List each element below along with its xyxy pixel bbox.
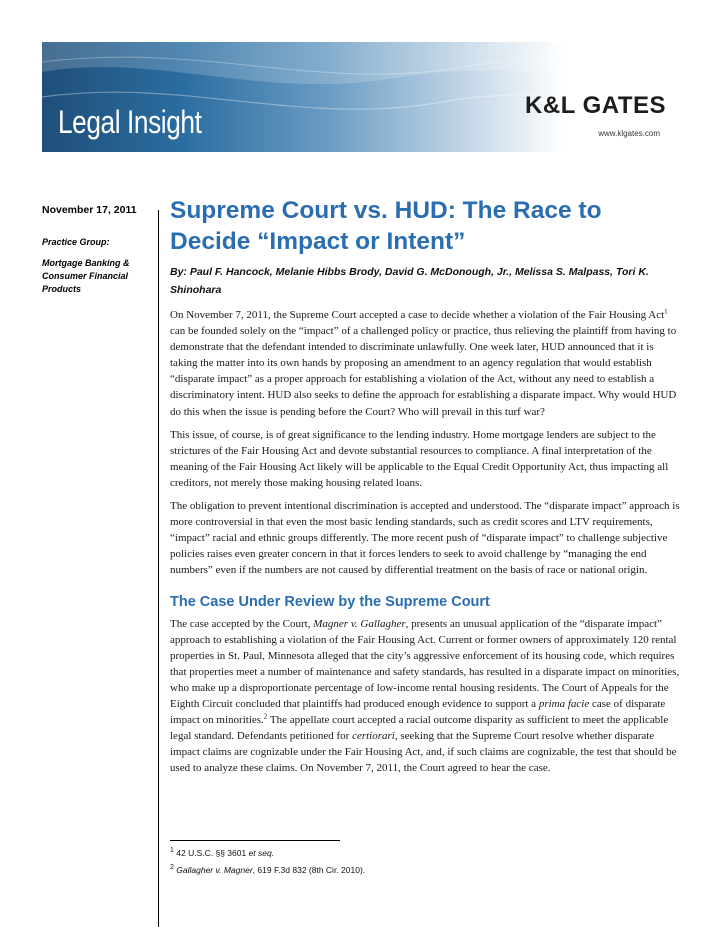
footnote-ref-2[interactable]: 2: [263, 712, 268, 721]
footnote-divider: [170, 840, 340, 841]
series-title: Legal Insight: [58, 104, 202, 140]
paragraph-2: This issue, of course, is of great significance to the lending industry. Home mortgage lenders are subject to the strictures of the Fair Housing Act and devote substantial resources to compliance. A final interpretation of the meaning of the Fair Housing Act likely will be applicable to the Equal Credit Opportunity Act, thus impacting all creditors, not merely those making housing related loans.: [170, 428, 669, 489]
section-heading: The Case Under Review by the Supreme Court: [170, 593, 490, 610]
paragraph-1: On November 7, 2011, the Supreme Court accepted a case to decide whether a violation of the Fair Housing Act$^1$ can be founded solely on the “impact” of a challenged policy or practice, thus relieving the plaintiff from having to demonstrate that the defendant intended to discriminate unlawfully. One week later, HUD announced that it is taking the matter into its own hands by proposing an amendment to an agency regulation that would establish “disparate impact” as a proper approach for establishing a violation of the Act, without any need to establish a discriminatory intent. HUD also seeks to define the approach for establishing a disparate impact. Why would HUD do this when the issue is pending before the Court? Who will prevail in this turf war?: [170, 307, 677, 418]
paragraph-3: The obligation to prevent intentional discrimination is accepted and understood. The “disparate impact” approach is more controversial in that even the most basic lending standards, such as credit scores and LTV requirements, “impact” racial and ethnic groups differently. The more recent push of “disparate impact” to challenge subjective policies raises even greater concern in that it forces lenders to seek to avoid challenge by “managing the end numbers” even if the numbers are not caused by differential treatment on the basis of race or national origin.: [170, 500, 680, 577]
header-banner: [42, 42, 678, 152]
practice-group-label: Practice Group:: [42, 237, 110, 247]
footnotes: [170, 845, 670, 879]
footnote-ref-1[interactable]: 1: [664, 307, 668, 316]
publication-date: November 17, 2011: [42, 204, 137, 216]
article-body: [170, 307, 682, 776]
practice-group-name: Mortgage Banking & Consumer Financial Products: [42, 258, 130, 294]
case-name: Magner v. Gallagher: [313, 617, 406, 630]
article-title: Supreme Court vs. HUD: The Race to Decide “Impact or Intent”: [170, 197, 602, 255]
paragraph-4: The case accepted by the Court, Magner v. Gallagher, presents an unusual application of the “disparate impact” approach to establishing a violation of the Fair Housing Act. Current or former owners of approximately 120 rental properties in St. Paul, Minnesota alleged that the city’s aggressive enforcement of its housing code, which requires that properties meet a number of maintenance and safety standards, has resulted in a disparate impact on minorities, who make up a disproportionate percentage of low-income rental housing residents. The Court of Appeals for the Eighth Circuit concluded that plaintiffs had produced enough evidence to support a prima facie case of disparate impact on minorities.$^2$ The appellate court accepted a racial outcome disparity as sufficient to meet the applicable legal standard. Defendants petitioned for certiorari, seeking that the Supreme Court resolve whether disparate impact claims are cognizable under the Fair Housing Act, and, if such claims are cognizable, the test that should be used to analyze these claims. On November 7, 2011, the Court agreed to hear the case.: [170, 617, 680, 775]
article-byline: By: Paul F. Hancock, Melanie Hibbs Brody, David G. McDonough, Jr., Melissa S. Malpass, Tori K. Shinohara: [170, 266, 649, 296]
firm-url[interactable]: www.klgates.com: [598, 129, 660, 138]
article: [170, 195, 682, 776]
vertical-divider: [158, 210, 159, 927]
footnote-2: $^2$ Gallagher v. Magner, 619 F.3d 832 (8th Cir. 2010).: [170, 864, 366, 875]
firm-logo: K&L GATES: [525, 92, 666, 119]
footnote-1: $^1$ 42 U.S.C. §§ 3601 et seq.: [170, 847, 275, 858]
sidebar: [42, 204, 152, 296]
